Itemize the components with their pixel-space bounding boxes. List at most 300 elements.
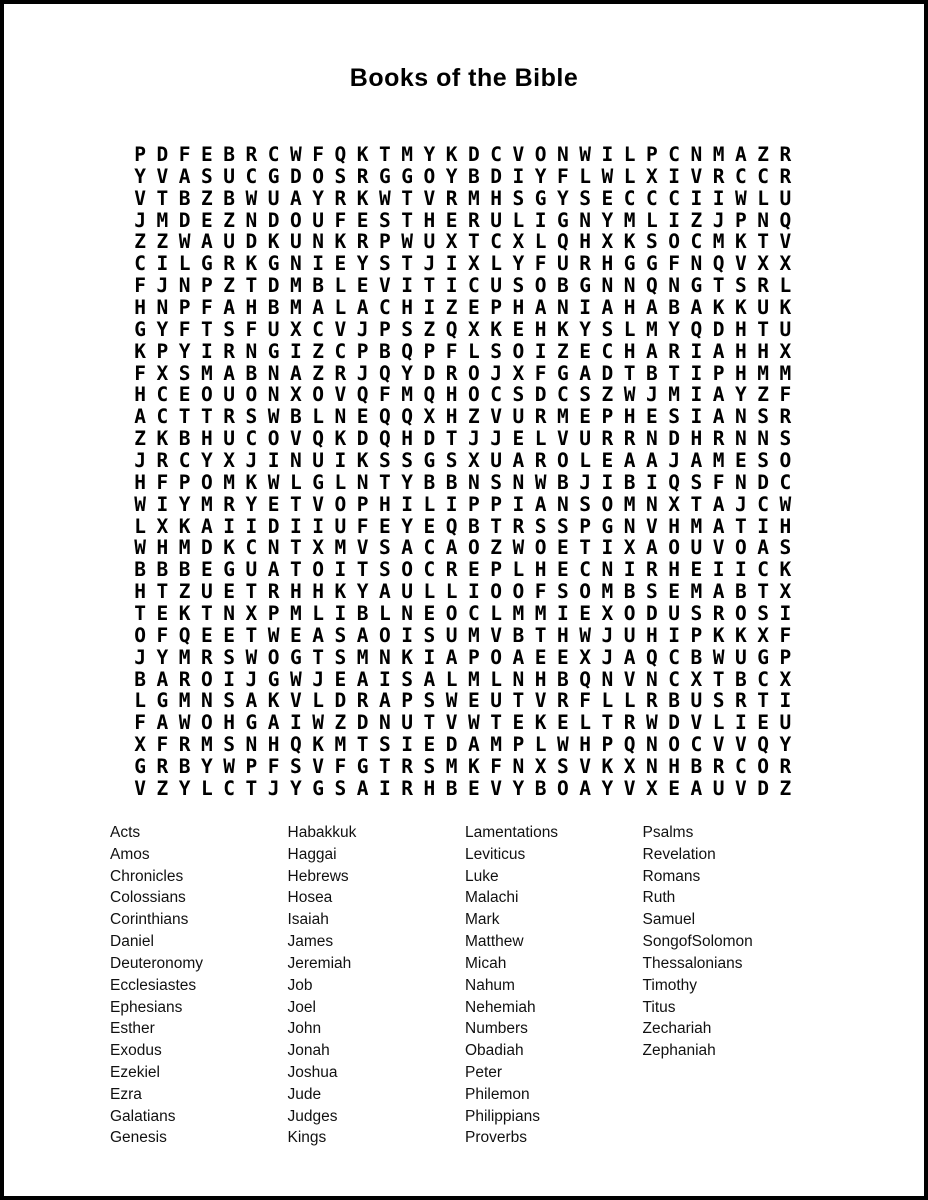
grid-letter-r9c6: F	[245, 318, 258, 341]
grid-letter-r28c28: V	[735, 734, 747, 757]
grid-letter-r5c7: K	[267, 231, 280, 254]
grid-letter-r11c25: T	[668, 362, 680, 385]
grid-letter-r21c8: H	[290, 581, 302, 604]
grid-letter-r15c24: A	[646, 450, 658, 472]
grid-letter-r12c23: W	[623, 384, 636, 407]
grid-letter-r12c9: O	[312, 384, 324, 407]
grid-letter-r19c11: V	[356, 537, 369, 560]
grid-letter-r25c8: W	[290, 668, 302, 691]
grid-letter-r3c23: C	[623, 187, 636, 210]
grid-letter-r6c26: N	[690, 253, 703, 276]
grid-letter-r13c15: H	[445, 406, 458, 429]
grid-letter-r22c10: I	[334, 603, 347, 625]
grid-letter-r19c6: C	[245, 537, 258, 560]
grid-letter-r10c15: F	[445, 340, 458, 363]
grid-letter-r1c5: B	[223, 144, 235, 166]
grid-letter-r29c3: B	[178, 756, 191, 778]
grid-letter-r23c30: F	[779, 624, 792, 647]
grid-letter-r10c25: R	[668, 340, 680, 363]
word-list-item: Psalms	[642, 824, 694, 841]
grid-letter-r16c30: C	[779, 471, 792, 494]
grid-letter-r24c2: Y	[156, 646, 169, 669]
word-list-item: Titus	[642, 998, 676, 1016]
grid-letter-r30c15: B	[445, 777, 458, 800]
grid-letter-r5c5: U	[223, 231, 235, 254]
grid-letter-r14c13: H	[401, 428, 413, 451]
grid-letter-r17c11: P	[356, 493, 369, 516]
grid-letter-r20c22: N	[601, 559, 614, 582]
grid-letter-r17c15: I	[445, 493, 458, 516]
grid-letter-r7c7: D	[267, 275, 280, 298]
word-list-item: Jude	[287, 1085, 322, 1103]
grid-letter-r20c6: U	[245, 559, 258, 582]
grid-letter-r20c30: K	[779, 559, 792, 582]
grid-letter-r21c24: S	[646, 581, 658, 604]
grid-letter-r21c29: T	[757, 581, 769, 604]
grid-letter-r5c26: C	[690, 231, 703, 254]
grid-letter-r23c10: S	[334, 624, 347, 647]
grid-letter-r17c14: L	[423, 493, 436, 516]
grid-letter-r4c13: T	[401, 209, 413, 232]
grid-letter-r19c14: C	[423, 537, 436, 560]
grid-letter-r15c29: S	[757, 450, 769, 472]
grid-letter-r27c30: U	[779, 712, 792, 735]
grid-letter-r3c22: E	[601, 187, 614, 210]
grid-letter-r18c12: E	[379, 515, 391, 538]
word-list-column-2	[288, 822, 466, 1149]
grid-letter-r9c11: J	[356, 318, 369, 341]
word-list-item: Chronicles	[110, 867, 184, 885]
grid-letter-r15c6: J	[245, 450, 258, 472]
grid-letter-r21c6: T	[245, 581, 258, 604]
grid-letter-r14c5: U	[223, 428, 235, 451]
grid-letter-r3c9: Y	[312, 187, 324, 210]
grid-letter-r9c9: C	[312, 318, 324, 341]
grid-letter-r2c2: V	[156, 165, 169, 188]
grid-letter-r16c7: W	[267, 471, 280, 494]
word-list-item: Jonah	[287, 1042, 330, 1060]
word-list-item: Zechariah	[642, 1020, 712, 1038]
grid-letter-r7c11: E	[356, 275, 369, 298]
grid-letter-r6c15: I	[445, 253, 458, 276]
grid-letter-r26c5: S	[223, 690, 235, 713]
grid-letter-r20c9: O	[312, 559, 324, 582]
grid-letter-r4c12: S	[379, 209, 391, 232]
grid-letter-r17c19: A	[534, 493, 547, 516]
grid-letter-r11c1: F	[134, 362, 146, 385]
grid-letter-r29c21: V	[579, 756, 591, 778]
grid-letter-r8c29: U	[757, 297, 769, 319]
grid-letter-r19c17: Z	[490, 537, 502, 560]
grid-letter-r10c7: G	[267, 340, 280, 363]
grid-letter-r18c2: X	[156, 515, 169, 538]
grid-letter-r29c20: S	[557, 756, 569, 778]
grid-letter-r3c27: I	[712, 187, 725, 210]
grid-letter-r11c3: S	[178, 362, 191, 385]
grid-letter-r22c27: R	[712, 603, 725, 625]
grid-letter-r9c14: Z	[423, 318, 436, 341]
grid-letter-r18c28: T	[735, 515, 747, 538]
grid-letter-r16c10: L	[334, 471, 347, 494]
grid-letter-r4c16: R	[468, 209, 480, 232]
grid-letter-r19c8: T	[290, 537, 302, 560]
grid-letter-r21c20: S	[557, 581, 569, 604]
grid-letter-r22c30: I	[779, 603, 792, 625]
grid-letter-r15c21: L	[579, 450, 591, 472]
grid-letter-r4c7: D	[267, 209, 280, 232]
grid-letter-r2c24: X	[646, 165, 658, 188]
grid-letter-r24c19: E	[534, 646, 547, 669]
grid-letter-r16c2: F	[156, 471, 169, 494]
grid-letter-r18c5: I	[223, 515, 235, 538]
grid-letter-r6c14: J	[423, 253, 436, 276]
grid-letter-r25c20: B	[557, 668, 569, 691]
grid-letter-r8c14: I	[423, 297, 436, 319]
grid-letter-r7c10: L	[334, 275, 347, 298]
grid-letter-r5c4: A	[201, 231, 213, 254]
grid-letter-r22c19: M	[534, 603, 547, 625]
grid-letter-r16c22: I	[601, 471, 614, 494]
grid-letter-r18c24: V	[646, 515, 658, 538]
grid-letter-r29c22: K	[601, 756, 614, 778]
grid-letter-r13c4: T	[201, 406, 213, 429]
grid-letter-r14c22: R	[601, 428, 614, 451]
grid-letter-r8c2: N	[156, 297, 169, 319]
grid-letter-r6c6: K	[245, 253, 258, 276]
grid-letter-r15c18: A	[512, 450, 525, 472]
grid-letter-r30c1: V	[134, 777, 146, 800]
grid-letter-r9c16: X	[468, 318, 480, 341]
grid-letter-r4c3: D	[178, 209, 191, 232]
grid-letter-r13c24: E	[646, 406, 658, 429]
grid-letter-r27c9: W	[312, 712, 324, 735]
grid-letter-r12c1: H	[134, 384, 146, 407]
grid-letter-r24c17: O	[490, 646, 502, 669]
grid-letter-r13c3: T	[178, 406, 191, 429]
grid-letter-r30c6: T	[245, 777, 258, 800]
grid-letter-r30c4: L	[201, 777, 213, 800]
grid-letter-r27c18: E	[512, 712, 525, 735]
grid-letter-r29c14: S	[423, 756, 436, 778]
grid-letter-r30c3: Y	[178, 777, 191, 800]
grid-letter-r30c10: S	[334, 777, 347, 800]
grid-letter-r26c27: S	[712, 690, 725, 713]
grid-letter-r9c21: Y	[579, 318, 591, 341]
grid-letter-r23c23: U	[623, 624, 636, 647]
grid-letter-r4c4: E	[201, 209, 213, 232]
grid-letter-r27c24: W	[646, 712, 658, 735]
grid-letter-r6c8: N	[290, 253, 302, 276]
grid-letter-r2c9: O	[312, 165, 324, 188]
grid-letter-r7c16: C	[468, 275, 480, 298]
grid-letter-r2c7: G	[267, 165, 280, 188]
grid-letter-r4c29: N	[757, 209, 769, 232]
grid-letter-r24c5: S	[223, 646, 235, 669]
grid-letter-r29c17: F	[490, 756, 502, 778]
grid-letter-r30c9: G	[312, 777, 324, 800]
grid-letter-r13c25: S	[668, 406, 680, 429]
grid-letter-r7c2: J	[156, 275, 169, 298]
grid-letter-r23c22: J	[601, 624, 614, 647]
grid-letter-r25c18: N	[512, 668, 525, 691]
grid-letter-r2c21: L	[579, 165, 591, 188]
grid-letter-r24c14: I	[423, 646, 436, 669]
grid-letter-r24c9: T	[312, 646, 324, 669]
grid-letter-r23c9: A	[312, 624, 324, 647]
grid-letter-r16c23: B	[623, 471, 636, 494]
grid-letter-r14c25: D	[668, 428, 680, 451]
grid-letter-r1c28: A	[735, 144, 747, 166]
grid-letter-r6c22: H	[601, 253, 614, 276]
grid-letter-r19c16: O	[468, 537, 480, 560]
grid-letter-r10c18: O	[512, 340, 525, 363]
grid-letter-r2c17: D	[490, 165, 502, 188]
grid-letter-r20c14: C	[423, 559, 436, 582]
grid-letter-r12c20: C	[557, 384, 569, 407]
grid-letter-r25c21: Q	[579, 668, 591, 691]
grid-letter-r19c24: A	[646, 537, 658, 560]
grid-letter-r11c18: X	[512, 362, 525, 385]
grid-letter-r14c27: R	[712, 428, 725, 451]
grid-letter-r2c27: R	[712, 165, 725, 188]
grid-letter-r19c19: O	[534, 537, 547, 560]
grid-letter-r26c20: R	[557, 690, 569, 713]
grid-letter-r23c13: I	[401, 624, 413, 647]
grid-letter-r2c16: B	[468, 165, 480, 188]
grid-letter-r8c10: L	[334, 297, 347, 319]
grid-letter-r16c28: N	[735, 471, 747, 494]
grid-letter-r11c24: B	[646, 362, 658, 385]
grid-letter-r1c12: T	[379, 144, 391, 166]
grid-letter-r7c23: N	[623, 275, 636, 298]
grid-letter-r17c10: O	[334, 493, 347, 516]
grid-letter-r18c25: H	[668, 515, 680, 538]
word-list-item: Corinthians	[110, 911, 189, 929]
grid-letter-r1c30: R	[779, 144, 792, 166]
word-list-item: James	[287, 933, 334, 951]
grid-letter-r1c23: L	[623, 144, 636, 166]
grid-letter-r10c3: Y	[178, 340, 191, 363]
grid-letter-r25c30: X	[779, 668, 792, 691]
grid-letter-r10c27: A	[712, 340, 725, 363]
grid-letter-r12c25: M	[668, 384, 680, 407]
grid-letter-r21c14: L	[423, 581, 436, 604]
grid-letter-r8c27: K	[712, 297, 725, 319]
grid-letter-r4c24: L	[646, 209, 658, 232]
grid-letter-r10c29: H	[757, 340, 769, 363]
grid-letter-r22c9: L	[312, 603, 324, 625]
grid-letter-r26c4: N	[201, 690, 213, 713]
grid-letter-r22c21: E	[579, 603, 591, 625]
grid-letter-r26c8: V	[290, 690, 302, 713]
word-list-item: Kings	[287, 1129, 327, 1147]
grid-letter-r26c26: U	[690, 690, 703, 713]
grid-letter-r2c13: G	[401, 165, 413, 188]
word-list-item: Exodus	[110, 1042, 162, 1060]
grid-letter-r9c15: Q	[445, 318, 458, 341]
grid-letter-r24c26: B	[690, 646, 703, 669]
grid-letter-r18c6: I	[245, 515, 258, 538]
grid-letter-r9c1: G	[134, 318, 146, 341]
grid-letter-r6c27: Q	[712, 253, 725, 276]
grid-letter-r10c20: Z	[557, 340, 569, 363]
grid-letter-r21c25: E	[668, 581, 680, 604]
grid-letter-r24c15: A	[445, 646, 458, 669]
word-list-item: Job	[287, 976, 313, 994]
word-list-item: Esther	[110, 1020, 155, 1038]
grid-letter-r25c24: N	[646, 668, 658, 691]
grid-letter-r25c12: I	[379, 668, 391, 691]
grid-letter-r4c8: O	[290, 209, 302, 232]
grid-letter-r29c25: H	[668, 756, 680, 778]
grid-letter-r3c18: S	[512, 187, 525, 210]
grid-letter-r3c3: B	[178, 187, 191, 210]
grid-letter-r19c25: O	[668, 537, 680, 560]
grid-letter-r9c3: F	[178, 318, 191, 341]
word-list-item: Nahum	[465, 976, 515, 994]
grid-letter-r28c15: D	[445, 734, 458, 757]
grid-letter-r30c24: X	[646, 777, 658, 800]
grid-letter-r25c28: B	[735, 668, 747, 691]
grid-letter-r21c11: Y	[356, 581, 369, 604]
grid-letter-r25c16: M	[468, 668, 480, 691]
grid-letter-r17c8: T	[290, 493, 302, 516]
grid-letter-r23c17: V	[490, 624, 502, 647]
grid-letter-r20c13: O	[401, 559, 413, 582]
grid-letter-r8c7: B	[267, 297, 280, 319]
grid-letter-r26c3: M	[178, 690, 191, 713]
grid-letter-r12c28: Y	[735, 384, 747, 407]
grid-letter-r14c26: H	[690, 428, 703, 451]
grid-letter-r3c15: R	[445, 187, 458, 210]
grid-letter-r21c16: I	[468, 581, 480, 604]
grid-letter-r28c13: I	[401, 734, 413, 757]
grid-letter-r29c11: G	[356, 756, 369, 778]
grid-letter-r12c7: N	[267, 384, 280, 407]
grid-letter-r2c22: W	[601, 165, 614, 188]
grid-letter-r23c26: P	[690, 624, 703, 647]
grid-letter-r13c13: Q	[401, 406, 413, 429]
grid-letter-r20c26: E	[690, 559, 703, 582]
grid-letter-r21c13: U	[401, 581, 413, 604]
grid-letter-r13c2: C	[156, 406, 169, 429]
grid-letter-r20c18: L	[512, 559, 525, 582]
grid-letter-r8c6: H	[245, 297, 258, 319]
word-list-item: Romans	[642, 867, 701, 885]
grid-letter-r4c20: G	[557, 209, 569, 232]
grid-letter-r10c26: I	[690, 340, 703, 363]
grid-letter-r18c4: A	[201, 515, 213, 538]
grid-letter-r19c23: X	[623, 537, 636, 560]
grid-letter-r27c8: I	[290, 712, 302, 735]
grid-letter-r10c23: H	[623, 340, 636, 363]
grid-letter-r25c26: X	[690, 668, 703, 691]
grid-letter-r29c28: C	[735, 756, 747, 778]
grid-letter-r24c21: X	[579, 646, 591, 669]
grid-letter-r11c5: A	[223, 362, 235, 385]
grid-letter-r6c5: R	[223, 253, 235, 276]
grid-letter-r21c17: O	[490, 581, 502, 604]
grid-letter-r25c15: L	[445, 668, 458, 691]
grid-letter-r3c19: G	[534, 187, 547, 210]
word-list-item: Leviticus	[465, 845, 526, 863]
grid-letter-r19c28: O	[735, 537, 747, 560]
grid-letter-r3c6: W	[245, 187, 258, 210]
grid-letter-r9c27: D	[712, 318, 725, 341]
grid-letter-r14c14: D	[423, 428, 436, 451]
grid-letter-r14c24: N	[646, 428, 658, 451]
grid-letter-r16c19: W	[534, 471, 547, 494]
grid-letter-r22c14: E	[423, 603, 436, 625]
grid-letter-r16c6: K	[245, 471, 258, 494]
grid-letter-r24c4: R	[201, 646, 213, 669]
grid-letter-r7c3: N	[178, 275, 191, 298]
grid-letter-r15c3: C	[178, 450, 191, 472]
grid-letter-r8c26: A	[690, 297, 703, 319]
grid-letter-r13c17: V	[490, 406, 502, 429]
grid-letter-r22c12: L	[379, 603, 391, 625]
grid-letter-r2c3: A	[178, 165, 191, 188]
grid-letter-r9c7: U	[267, 318, 280, 341]
grid-letter-r7c17: U	[490, 275, 502, 298]
grid-letter-r27c11: D	[356, 712, 369, 735]
grid-letter-r13c1: A	[134, 406, 146, 429]
grid-letter-r24c13: K	[401, 646, 413, 669]
grid-letter-r28c14: E	[423, 734, 436, 757]
grid-letter-r25c9: J	[312, 668, 324, 691]
grid-letter-r27c27: L	[712, 712, 725, 735]
grid-letter-r5c8: U	[290, 231, 302, 254]
grid-letter-r3c29: L	[757, 187, 769, 210]
grid-letter-r4c5: Z	[223, 209, 235, 232]
grid-letter-r23c14: S	[423, 624, 436, 647]
grid-letter-r15c23: A	[623, 450, 636, 472]
grid-letter-r30c14: H	[423, 777, 436, 800]
grid-letter-r22c6: X	[245, 603, 258, 625]
grid-letter-r25c14: A	[423, 668, 436, 691]
grid-letter-r14c4: H	[201, 428, 213, 451]
grid-letter-r17c26: T	[690, 493, 703, 516]
grid-letter-r14c12: Q	[379, 428, 391, 451]
grid-letter-r26c1: L	[134, 690, 146, 713]
grid-letter-r28c21: H	[579, 734, 591, 757]
grid-letter-r2c26: V	[690, 165, 703, 188]
grid-letter-r10c19: I	[534, 340, 547, 363]
grid-letter-r22c8: M	[290, 603, 302, 625]
grid-letter-r21c15: L	[445, 581, 458, 604]
grid-letter-r28c1: X	[134, 734, 146, 757]
grid-letter-r28c12: S	[379, 734, 391, 757]
grid-letter-r12c2: C	[156, 384, 169, 407]
grid-letter-r1c19: O	[534, 144, 547, 166]
grid-letter-r9c13: S	[401, 318, 413, 341]
word-list-item: Jeremiah	[287, 954, 352, 972]
grid-letter-r6c30: X	[779, 253, 792, 276]
grid-letter-r22c25: U	[668, 603, 680, 625]
word-list-item: Ephesians	[110, 998, 183, 1016]
grid-letter-r20c11: T	[356, 559, 369, 582]
grid-letter-r22c28: O	[735, 603, 747, 625]
grid-letter-r11c21: A	[579, 362, 591, 385]
grid-letter-r12c13: M	[401, 384, 413, 407]
grid-letter-r24c18: A	[512, 646, 525, 669]
word-list-item: Matthew	[465, 933, 524, 951]
grid-letter-r21c3: Z	[178, 581, 191, 604]
grid-letter-r11c23: T	[623, 362, 636, 385]
grid-letter-r27c2: A	[156, 712, 169, 735]
grid-letter-r21c21: O	[579, 581, 591, 604]
grid-letter-r20c28: I	[735, 559, 747, 582]
